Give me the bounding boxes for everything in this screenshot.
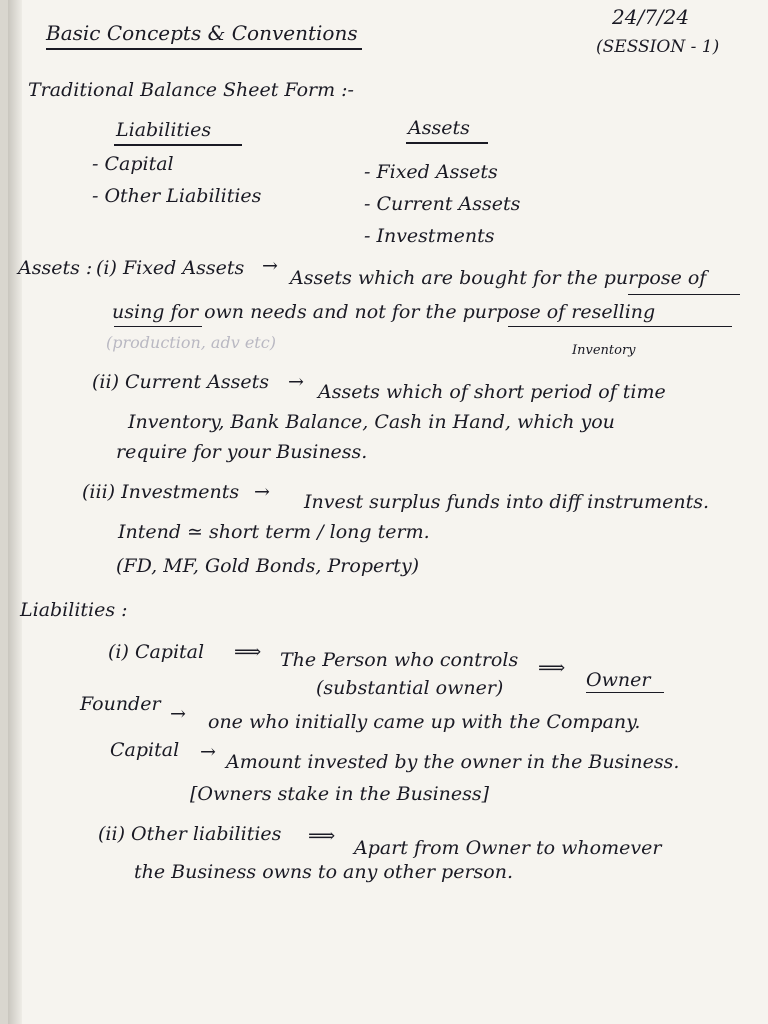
investments-text: (FD, MF, Gold Bonds, Property) — [116, 555, 420, 577]
capital-text: The Person who controls — [280, 649, 519, 671]
double-arrow-icon: ⟹ — [234, 641, 262, 663]
capital-sub: (substantial owner) — [316, 677, 504, 699]
session-label: (SESSION - 1) — [596, 37, 720, 57]
arrow-icon: → — [170, 703, 186, 725]
arrow-icon: → — [200, 741, 216, 763]
fixed-assets-title: (i) Fixed Assets — [96, 257, 245, 279]
liability-item: - Capital — [92, 153, 174, 175]
capital-def-text: Amount invested by the owner in the Business. — [226, 751, 680, 773]
double-arrow-icon: ⟹ — [308, 825, 336, 847]
arrow-icon: → — [288, 371, 304, 393]
page-title: Basic Concepts & Conventions — [46, 21, 358, 45]
investments-text: Intend ≃ short term / long term. — [118, 521, 430, 543]
assets-underline — [406, 142, 488, 144]
investments-text: Invest surplus funds into diff instruments. — [304, 491, 710, 513]
fixed-assets-note: (production, adv etc) — [106, 333, 276, 352]
date: 24/7/24 — [612, 5, 690, 29]
founder-label: Founder — [80, 693, 161, 715]
assets-label: Assets : — [18, 257, 93, 279]
other-liabilities-text: Apart from Owner to whomever — [354, 837, 662, 859]
liabilities-underline — [114, 144, 242, 146]
owner-label: Owner — [586, 669, 651, 691]
current-assets-text: Assets which of short period of time — [318, 381, 666, 403]
capital-title: (i) Capital — [108, 641, 205, 663]
traditional-heading: Traditional Balance Sheet Form :- — [28, 79, 354, 101]
other-liabilities-title: (ii) Other liabilities — [98, 823, 282, 845]
liabilities-label: Liabilities : — [20, 599, 128, 621]
liability-item: - Other Liabilities — [92, 185, 262, 207]
arrow-icon: → — [254, 481, 270, 503]
fixed-assets-text: using for own needs and not for the purpose of reselling — [112, 301, 656, 323]
capital-def-label: Capital — [110, 739, 180, 761]
fixed-assets-text: Assets which are bought for the purpose of — [290, 267, 707, 289]
inventory-note: Inventory — [572, 343, 636, 358]
notebook-page — [8, 0, 768, 1024]
double-arrow-icon: ⟹ — [538, 657, 566, 679]
current-assets-title: (ii) Current Assets — [92, 371, 269, 393]
using-underline — [114, 326, 202, 327]
arrow-icon: → — [262, 255, 278, 277]
capital-def-note: [Owners stake in the Business] — [190, 783, 490, 805]
owner-underline — [586, 692, 664, 693]
asset-item: - Fixed Assets — [364, 161, 498, 183]
investments-title: (iii) Investments — [82, 481, 240, 503]
asset-item: - Investments — [364, 225, 495, 247]
title-underline — [46, 48, 362, 50]
founder-text: one who initially came up with the Company. — [208, 711, 641, 733]
other-liabilities-text: the Business owns to any other person. — [134, 861, 514, 883]
assets-heading: Assets — [408, 117, 470, 139]
purpose-underline — [628, 294, 740, 295]
reselling-underline — [508, 326, 732, 327]
current-assets-text: require for your Business. — [116, 441, 368, 463]
current-assets-text: Inventory, Bank Balance, Cash in Hand, which you — [128, 411, 615, 433]
liabilities-heading: Liabilities — [116, 119, 212, 141]
asset-item: - Current Assets — [364, 193, 521, 215]
page-spine — [8, 0, 22, 1024]
